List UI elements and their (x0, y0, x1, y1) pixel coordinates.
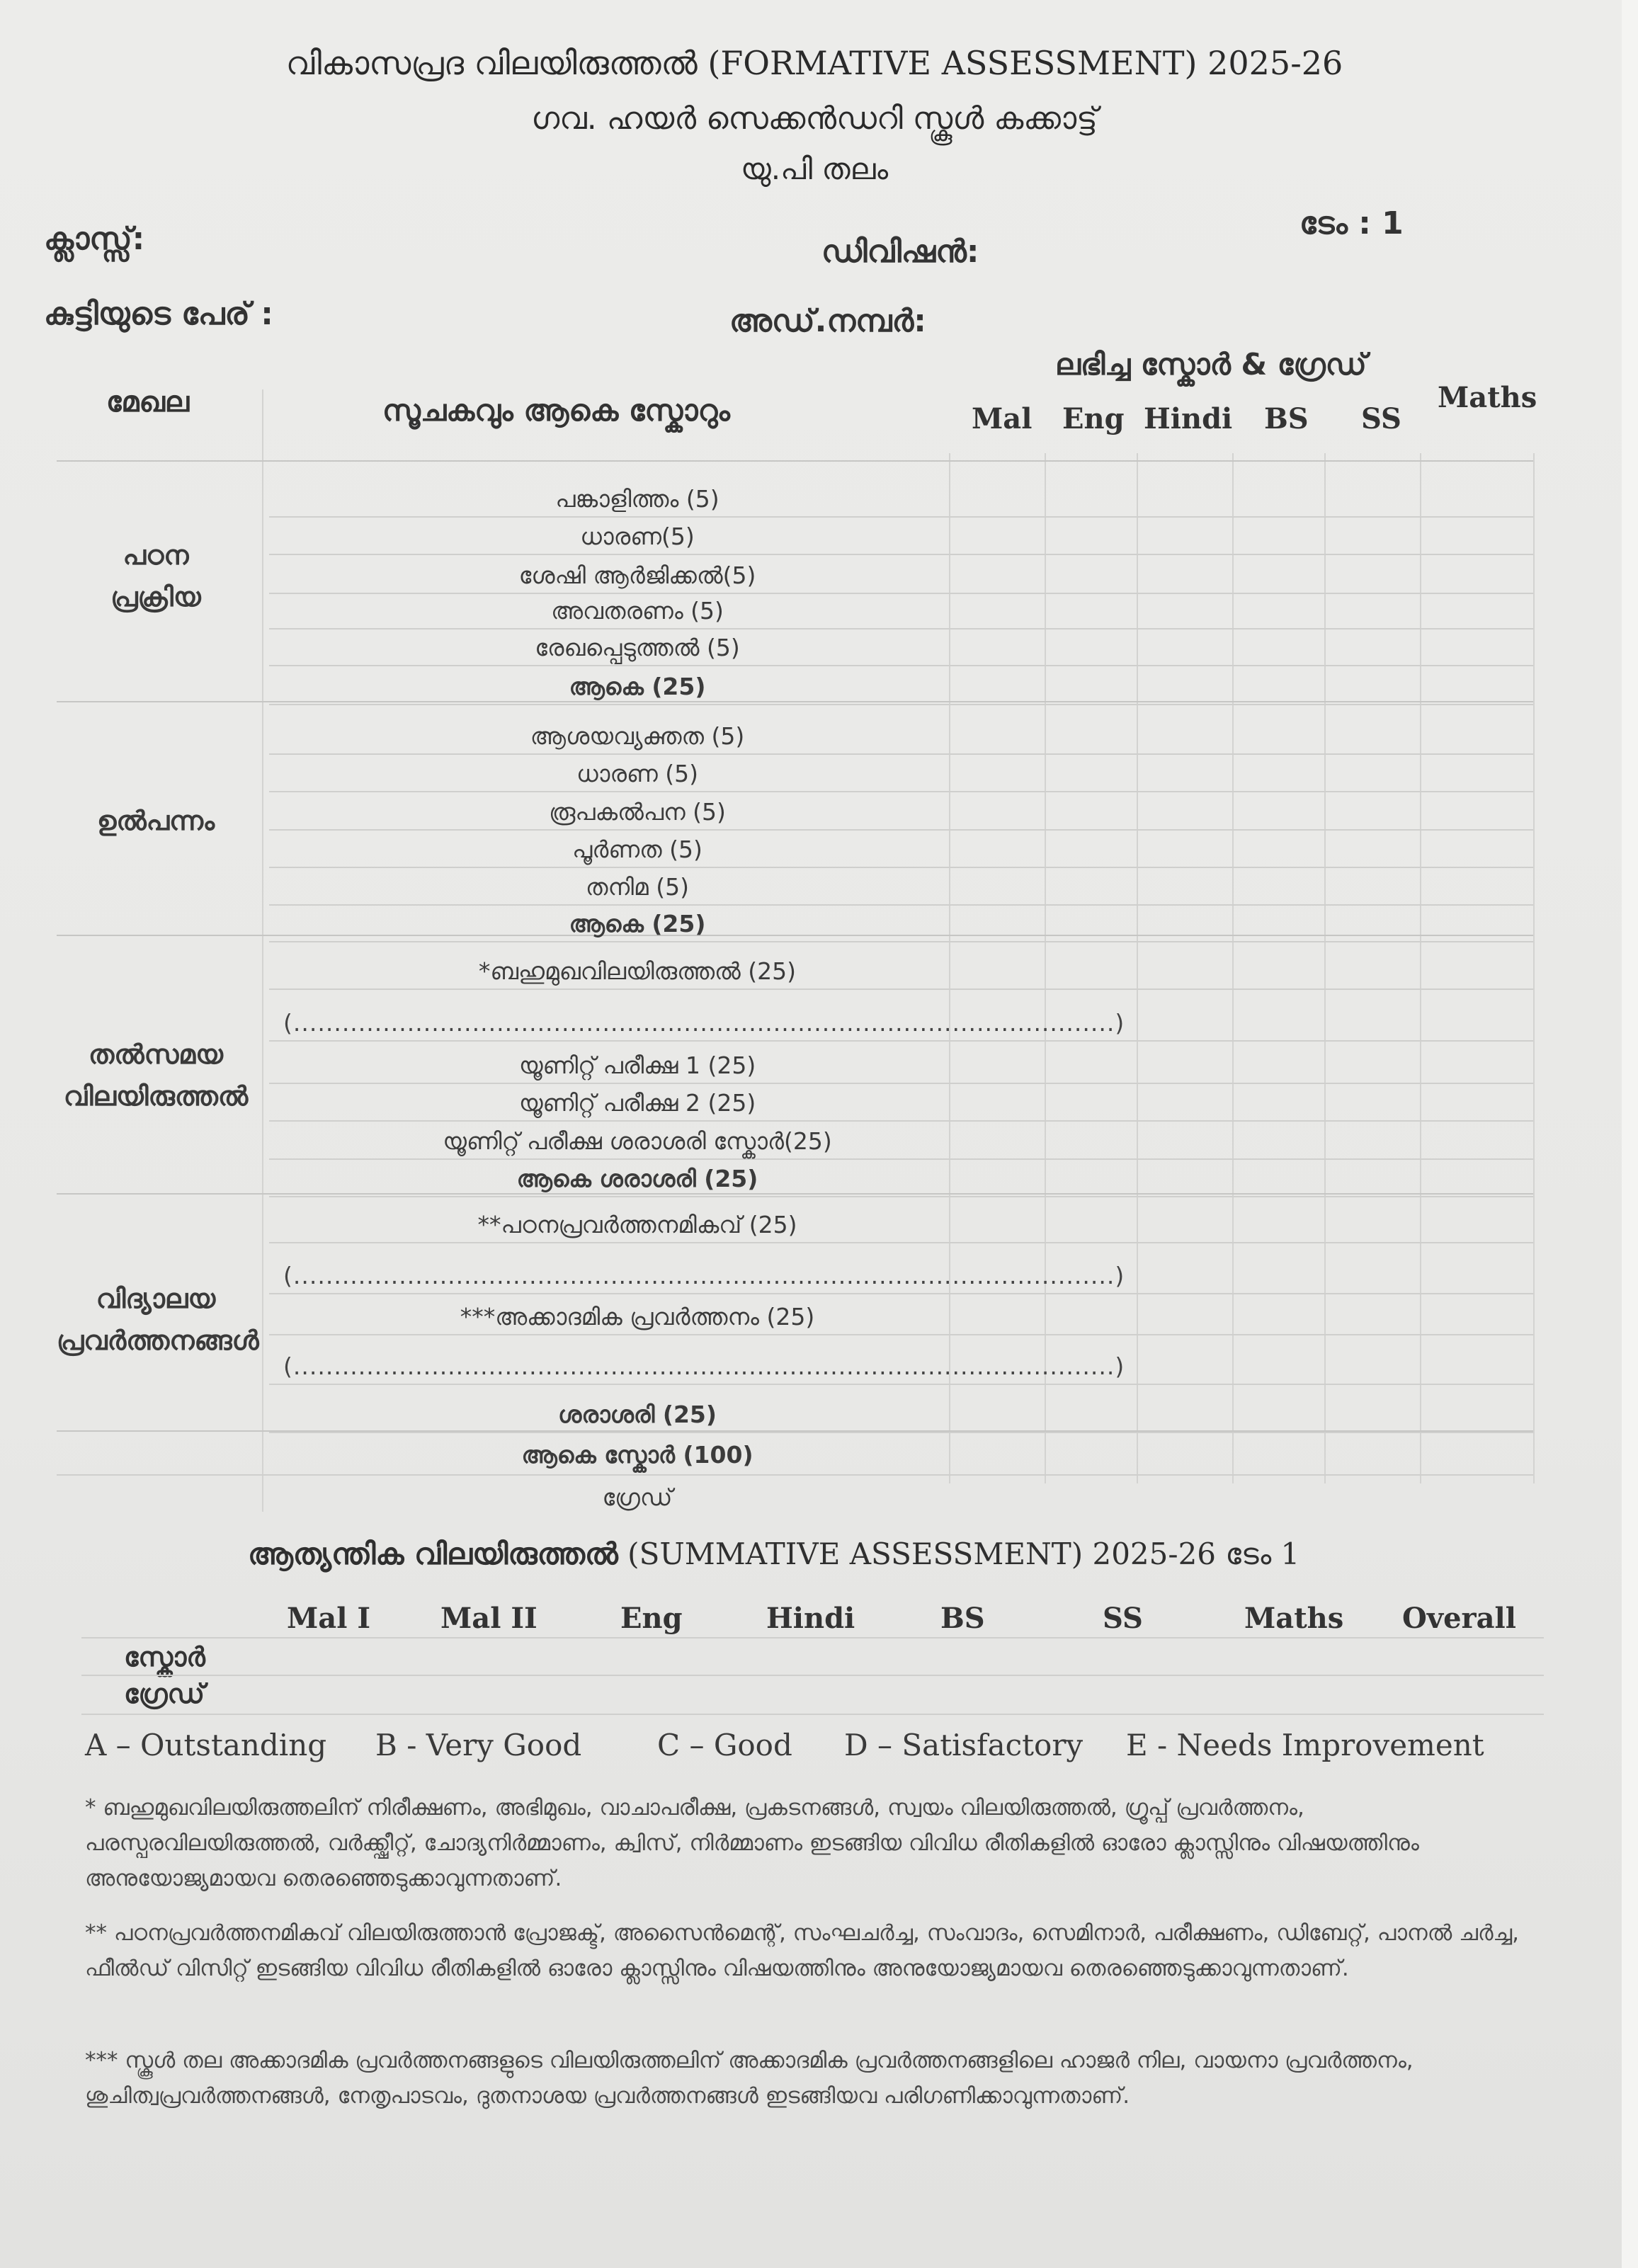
summative-score-row: സ്കോർ (124, 1641, 205, 1672)
grid-col-line (1324, 453, 1326, 1483)
paper-edge (1622, 0, 1638, 2268)
section-divider (57, 460, 1533, 462)
row-rule (269, 554, 1533, 555)
indicator-row: യൂണിറ്റ് പരീക്ഷ ശരാശരി സ്കോർ(25) (443, 1127, 832, 1155)
indicator-row: യൂണിറ്റ് പരീക്ഷ 1 (25) (518, 1052, 756, 1079)
indicator-row: ആകെ ശരാശരി (25) (516, 1165, 758, 1192)
summative-grade-row: ഗ്രേഡ് (124, 1678, 205, 1709)
summative-rule (81, 1637, 1544, 1639)
subject-header-0: Mal (972, 402, 1033, 435)
grid-col-line (1045, 453, 1046, 1483)
row-rule (269, 1432, 1533, 1433)
indicator-row: പങ്കാളിത്തം (5) (555, 485, 720, 513)
grid-col-line (1137, 453, 1138, 1483)
grid-col-line (262, 389, 263, 1512)
legend-item-0: A – Outstanding (85, 1728, 327, 1762)
indicator-row: ആശയവ്യക്തത (5) (530, 722, 745, 750)
row-rule (269, 1120, 1533, 1122)
area-column-header: മേഖല (106, 386, 190, 418)
section-area-line: ഉൽപന്നം (96, 805, 215, 836)
row-rule (269, 941, 1533, 942)
note-1: * ബഹുമുഖവിലയിരുത്തലിന് നിരീക്ഷണം, അഭിമുഖം, വാചാപരീക്ഷ, പ്രകടനങ്ങൾ, സ്വയം വിലയിരുത്തൽ, ഗ്രൂപ്പ് പ്രവർത്തനം, പരസ്പരവിലയിരുത്തൽ, വർക്ക്ഷീറ്റ്, ചോദ്യനിർമ്മാണം, ക്വിസ്, നിർമ്മാണം ഇടങ്ങിയ വിവിധ രീതികളിൽ ഓരോ ക്ലാസ്സിനും വിഷയത്തിനും അനുയോജ്യമായവ തെരഞ്ഞെടുക്കാവുന്നതാണ്. (85, 1795, 1419, 1892)
section-area-line: വിലയിരുത്തൽ (63, 1080, 249, 1112)
section-area-3 (57, 1278, 259, 1362)
admission-number-label: അഡ്.നമ്പർ: (729, 303, 926, 339)
score-grade-header: ലഭിച്ച സ്കോർ & ഗ്രേഡ് (1055, 347, 1367, 382)
indicator-row: *ബഹുമുഖവിലയിരുത്തൽ (25) (478, 957, 797, 985)
student-name-label: കുട്ടിയുടെ പേര് : (44, 296, 273, 332)
subject-header-3: BS (1264, 402, 1309, 435)
grade-row: ഗ്രേഡ് (602, 1483, 673, 1511)
indicator-column-header: സൂചകവും ആകെ സ്കോറും (382, 393, 730, 428)
row-rule (269, 1293, 1533, 1294)
summative-subject-3: Hindi (766, 1602, 855, 1635)
row-rule (269, 1196, 1533, 1197)
level-label: യു.പി തലം (740, 152, 889, 186)
indicator-row: രൂപകൽപന (5) (549, 798, 726, 826)
legend-item-4: E - Needs Improvement (1126, 1728, 1484, 1762)
legend-item-3: D – Satisfactory (844, 1728, 1084, 1762)
row-rule (269, 988, 1533, 990)
row-rule (269, 867, 1533, 868)
summative-title-en: (SUMMATIVE ASSESSMENT) 2025-26 ടേം 1 (618, 1537, 1300, 1571)
row-rule (269, 1242, 1533, 1243)
indicator-row: ***അക്കാദമിക പ്രവർത്തനം (25) (460, 1303, 815, 1330)
summative-subject-7: Overall (1402, 1602, 1516, 1635)
summative-rule (81, 1675, 1544, 1676)
summative-title-ml: ആത്യന്തിക വിലയിരുത്തൽ (248, 1537, 618, 1571)
legend-item-2: C – Good (657, 1728, 792, 1762)
row-rule (269, 593, 1533, 594)
indicator-row: യൂണിറ്റ് പരീക്ഷ 2 (25) (518, 1089, 756, 1117)
section-area-0 (57, 535, 255, 618)
summative-rule (81, 1714, 1544, 1715)
total-score-row: ആകെ സ്കോർ (100) (521, 1441, 753, 1469)
row-rule (269, 628, 1533, 629)
grid-col-line (1420, 453, 1421, 1483)
subject-header-1: Eng (1062, 402, 1125, 435)
indicator-row: അവതരണം (5) (551, 597, 724, 625)
summative-title (248, 1537, 1299, 1572)
indicator-row: ധാരണ(5) (580, 523, 695, 550)
indicator-row: ആകെ (25) (569, 673, 706, 700)
indicator-row: തനിമ (5) (586, 873, 689, 901)
row-rule (269, 665, 1533, 666)
grid-col-line (1232, 453, 1234, 1483)
section-area-line: പഠന (123, 540, 189, 571)
row-rule (269, 753, 1533, 755)
subject-header-4: SS (1361, 402, 1401, 435)
term-label: ടേം : 1 (1299, 205, 1404, 241)
form-title: വികാസപ്രദ വിലയിരുത്തൽ (FORMATIVE ASSESSMENT) 2025-26 (285, 44, 1343, 82)
row-rule (269, 1083, 1533, 1084)
summative-subject-5: SS (1103, 1602, 1143, 1635)
row-rule (269, 1334, 1533, 1335)
subject-header-5: Maths (1438, 381, 1537, 414)
indicator-row: രേഖപ്പെടുത്തൽ (5) (535, 634, 740, 661)
indicator-row: ധാരണ (5) (576, 760, 698, 787)
summative-subject-0: Mal I (287, 1602, 371, 1635)
section-area-line: വിദ്യാലയ (96, 1283, 216, 1314)
division-label: ഡിവിഷൻ: (821, 234, 979, 270)
row-rule (269, 904, 1533, 906)
school-name: ഗവ. ഹയർ സെക്കൻഡറി സ്കൂൾ കക്കാട്ട് (531, 101, 1098, 137)
subject-header-2: Hindi (1144, 402, 1233, 435)
row-rule (269, 1384, 1533, 1385)
indicator-row: പൂർണത (5) (572, 836, 703, 863)
summative-subject-6: Maths (1244, 1602, 1344, 1635)
indicator-row: ശരാശരി (25) (558, 1401, 717, 1428)
row-rule (269, 516, 1533, 518)
summative-subject-1: Mal II (440, 1602, 538, 1635)
row-rule (269, 1040, 1533, 1042)
note-2: ** പഠനപ്രവർത്തനമികവ് വിലയിരുത്താൻ പ്രോജക്ട്, അസൈൻമെന്റ്, സംഘചർച്ച, സംവാദം, സെമിനാർ, പരീക്ഷണം, ഡിബേറ്റ്, പാനൽ ചർച്ച, ഫീൽഡ് വിസിറ്റ് ഇടങ്ങിയ വിവിധ രീതികളിൽ ഓരോ ക്ലാസ്സിനും വിഷയത്തിനും അനുയോജ്യമായവ തെരഞ്ഞെടുക്കാവുന്നതാണ്. (85, 1920, 1519, 1982)
remark-blank-line: (.....................................................................................................) (283, 1352, 1125, 1380)
section-area-line: പ്രവർത്തനങ്ങൾ (57, 1324, 259, 1356)
row-rule (269, 704, 1533, 705)
section-area-line: പ്രക്രിയ (110, 581, 201, 612)
note-3: *** സ്കൂൾ തല അക്കാദമിക പ്രവർത്തനങ്ങളുടെ വിലയിരുത്തലിന് അക്കാദമിക പ്രവർത്തനങ്ങളിലെ ഹാജർ നില, വായനാ പ്രവർത്തനം, ശുചിത്വപ്രവർത്തനങ്ങൾ, നേതൃപാടവം, ദുതനാശയ പ്രവർത്തനങ്ങൾ ഇടങ്ങിയവ പരിഗണിക്കാവുന്നതാണ്. (85, 2048, 1414, 2109)
indicator-row: ശേഷി ആർജിക്കൽ(5) (518, 562, 756, 589)
summative-subject-2: Eng (620, 1602, 683, 1635)
section-area-2 (57, 1034, 255, 1117)
formative-table (57, 347, 1537, 1512)
indicator-row: ആകെ (25) (569, 910, 706, 938)
row-rule (57, 1474, 1533, 1476)
section-area-1 (57, 800, 255, 842)
grid-col-line (1533, 453, 1535, 1483)
remark-blank-line: (.....................................................................................................) (283, 1262, 1125, 1289)
indicator-row: **പഠനപ്രവർത്തനമികവ് (25) (477, 1211, 797, 1238)
row-rule (269, 791, 1533, 792)
section-divider (57, 1193, 1533, 1195)
section-divider (57, 701, 1533, 702)
summative-subject-4: BS (940, 1602, 985, 1635)
class-label: ക്ലാസ്സ്: (44, 221, 145, 257)
row-rule (269, 1158, 1533, 1160)
remark-blank-line: (.....................................................................................................) (283, 1009, 1125, 1037)
row-rule (269, 829, 1533, 831)
section-area-line: തൽസമയ (88, 1039, 223, 1070)
legend-item-1: B - Very Good (375, 1728, 582, 1762)
